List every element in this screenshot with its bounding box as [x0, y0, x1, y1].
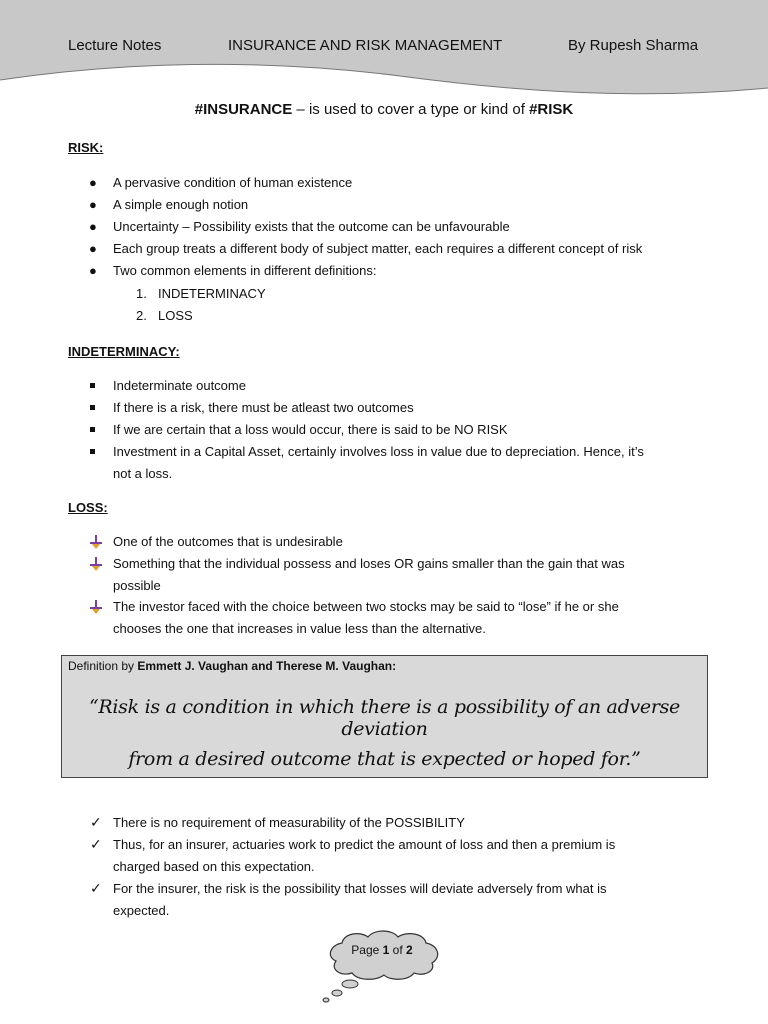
- definition-quote-line-2: from a desired outcome that is expected or hoped for.”: [128, 748, 641, 770]
- definition-heading: [68, 659, 396, 673]
- indeterminacy-heading: INDETERMINACY:: [68, 344, 180, 359]
- round-bullet: ●: [89, 197, 97, 212]
- square-bullet: [90, 383, 95, 388]
- square-bullet: [90, 449, 95, 454]
- loss-bullet-2-cont: possible: [113, 578, 161, 593]
- pushpin-arrow-icon: [89, 535, 103, 549]
- definition-prefix: Definition by: [68, 659, 138, 673]
- check-item-3-cont: expected.: [113, 903, 170, 918]
- loss-bullet-2: Something that the individual possess and loses OR gains smaller than the gain that was: [113, 556, 625, 571]
- indeterminacy-bullet-3: If we are certain that a loss would occur, there is said to be NO RISK: [113, 422, 508, 437]
- title-middle: – is used to cover a type or kind of: [292, 101, 530, 118]
- check-item-1: There is no requirement of measurability of the POSSIBILITY: [113, 815, 465, 830]
- thought-cloud-icon: [320, 925, 450, 1005]
- round-bullet: ●: [89, 175, 97, 190]
- sublist-number-1: 1.: [136, 286, 147, 301]
- header-right: By Rupesh Sharma: [568, 37, 699, 54]
- definition-box: [61, 655, 708, 778]
- risk-bullet-3: Uncertainty – Possibility exists that the outcome can be unfavourable: [113, 219, 510, 234]
- loss-bullet-1: One of the outcomes that is undesirable: [113, 534, 343, 549]
- risk-bullet-2: A simple enough notion: [113, 197, 249, 212]
- check-item-2: Thus, for an insurer, actuaries work to predict the amount of loss and then a premium is: [113, 837, 616, 852]
- sublist-number-2: 2.: [136, 308, 147, 323]
- page-number: [342, 943, 422, 957]
- pushpin-arrow-icon: [89, 557, 103, 571]
- square-bullet: [90, 405, 95, 410]
- square-bullet: [90, 427, 95, 432]
- loss-heading: LOSS:: [68, 500, 108, 515]
- round-bullet: ●: [89, 219, 97, 234]
- header-left: Lecture Notes: [68, 37, 162, 54]
- definition-authors: Emmett J. Vaughan and Therese M. Vaughan:: [137, 659, 397, 673]
- indeterminacy-bullet-4-cont: not a loss.: [113, 466, 173, 481]
- sublist-item-2: LOSS: [158, 308, 193, 323]
- indeterminacy-bullet-1: Indeterminate outcome: [113, 378, 246, 393]
- round-bullet: ●: [89, 241, 97, 256]
- definition-quote-line-1: “Risk is a condition in which there is a possibility of an adverse deviation: [88, 696, 681, 740]
- risk-heading: RISK:: [68, 140, 104, 155]
- page-title: [0, 101, 768, 118]
- risk-bullet-4: Each group treats a different body of subject matter, each requires a different concept of risk: [113, 241, 643, 256]
- title-risk: #RISK: [529, 101, 574, 118]
- risk-bullet-5: Two common elements in different definitions:: [113, 263, 377, 278]
- loss-bullet-3: The investor faced with the choice between two stocks may be said to “lose” if he or she: [113, 599, 619, 614]
- loss-bullet-3-cont: chooses the one that increases in value less than the alternative.: [113, 621, 486, 636]
- page-current: 1: [382, 943, 390, 957]
- check-item-2-cont: charged based on this expectation.: [113, 859, 315, 874]
- check-item-3: For the insurer, the risk is the possibility that losses will deviate adversely from what is: [113, 881, 607, 896]
- check-mark-icon: ✓: [90, 836, 102, 852]
- page-of: of: [389, 943, 407, 957]
- page-total: 2: [406, 943, 413, 957]
- round-bullet: ●: [89, 263, 97, 278]
- title-insurance: #INSURANCE: [194, 101, 293, 118]
- pushpin-arrow-icon: [89, 600, 103, 614]
- page-word: Page: [351, 943, 383, 957]
- header-center: INSURANCE AND RISK MANAGEMENT: [228, 37, 503, 54]
- indeterminacy-bullet-4: Investment in a Capital Asset, certainly involves loss in value due to depreciation. Hence, it’s: [113, 444, 644, 459]
- indeterminacy-bullet-2: If there is a risk, there must be atleast two outcomes: [113, 400, 414, 415]
- check-mark-icon: ✓: [90, 880, 102, 896]
- sublist-item-1: INDETERMINACY: [158, 286, 266, 301]
- check-mark-icon: ✓: [90, 814, 102, 830]
- risk-bullet-1: A pervasive condition of human existence: [113, 175, 353, 190]
